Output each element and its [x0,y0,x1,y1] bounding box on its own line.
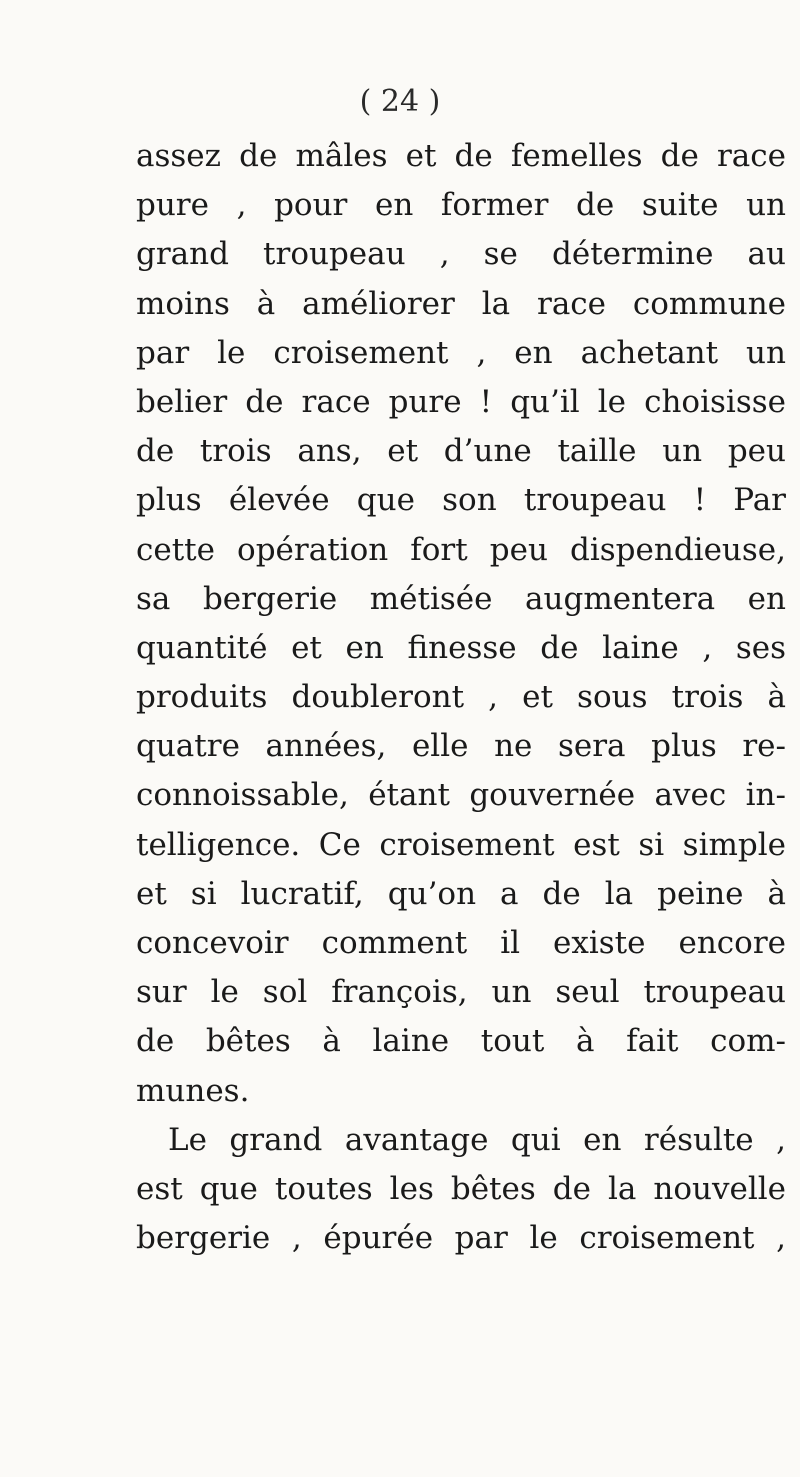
body-text [136,132,786,1263]
text-line: telligence. Ce croisement est si simple [136,826,786,863]
text-line: plus élevée que son troupeau ! Par [136,482,786,519]
text-line: cette opération fort peu dispendieuse, [136,531,786,568]
text-line: moins à améliorer la race commune [136,285,786,322]
text-line: Le grand avantage qui en résulte , [168,1121,786,1158]
text-line: grand troupeau , se détermine au [136,236,786,273]
text-line: bergerie , épurée par le croisement , [136,1220,786,1257]
text-line: par le croisement , en achetant un [136,334,786,371]
text-line: connoissable, étant gouvernée avec in- [136,777,786,814]
text-line: assez de mâles et de femelles de race [136,138,786,174]
page-number: ( 24 ) [359,84,441,119]
text-line: sur le sol françois, un seul troupeau [136,974,786,1011]
text-line: sa bergerie métisée augmentera en [136,580,786,617]
text-line: munes. [136,1072,250,1109]
text-line: est que toutes les bêtes de la nouvelle [136,1170,786,1207]
text-line: de bêtes à laine tout à fait com- [136,1023,786,1060]
text-line: quatre années, elle ne sera plus re- [136,728,786,765]
text-line: quantité et en finesse de laine , ses [136,629,786,666]
text-line: pure , pour en former de suite un [136,187,786,224]
text-line: de trois ans, et d’une taille un peu [136,433,786,470]
text-line: belier de race pure ! qu’il le choisisse [136,383,786,420]
text-line: concevoir comment il existe encore [136,925,786,961]
text-line: et si lucratif, qu’on a de la peine à [136,875,786,912]
text-line: produits doubleront , et sous trois à [136,679,786,716]
